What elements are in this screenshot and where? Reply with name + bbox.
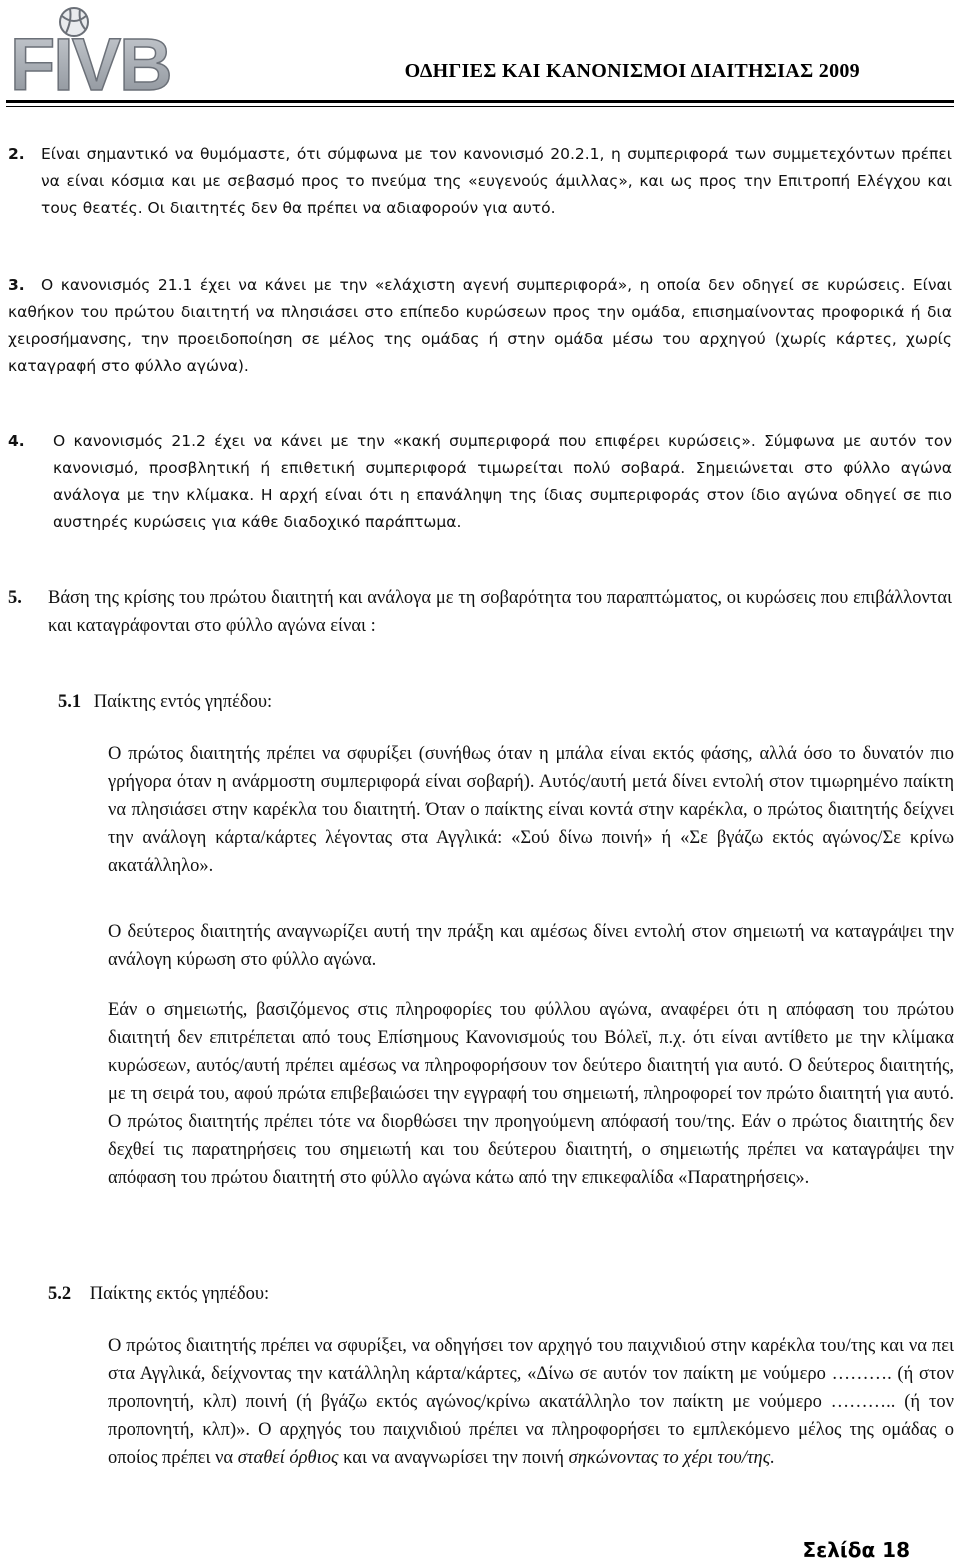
subsection-5-1-heading bbox=[58, 688, 658, 716]
header-rule bbox=[6, 100, 954, 103]
item-number: 2. bbox=[8, 145, 25, 163]
item-number: 4. bbox=[8, 432, 25, 450]
item-number: 5. bbox=[8, 588, 22, 608]
paragraph-text: Ο πρώτος διαιτητής πρέπει να σφυρίξει, να οδηγήσει τον αρχηγό του παιχνιδιού στην καρέκλα του/της και να πει στα Αγγλικά, δείχνοντας την κατάλληλη κάρτα/κάρτες, «Δίνω σε αυτόν τον παίκτη με νούμερο ………. (ή στον προπονητή, κλπ) ποινή (ή βγάζω εκτός αγώνος/κρίνω ακατάλληλο τον παίκτη με νούμερο ……….. (ή τον προπονητή, κλπ)». Ο αρχηγός του παιχνιδιού πρέπει να πληροφορήσει το εμπλεκόμενο μέλος της ομάδας ο οποίος πρέπει να bbox=[108, 1336, 954, 1468]
numbered-item-2 bbox=[8, 141, 952, 222]
subsection-5-2-heading bbox=[48, 1280, 648, 1308]
subsection-number: 5.2 bbox=[48, 1284, 72, 1304]
subsection-label: Παίκτης εκτός γηπέδου: bbox=[89, 1284, 270, 1304]
page-number: Σελίδα 18 bbox=[802, 1538, 910, 1562]
subsection-number: 5.1 bbox=[58, 692, 82, 712]
emphasis-text: σταθεί όρθιος bbox=[237, 1448, 339, 1468]
emphasis-text: σηκώνοντας το χέρι του/της. bbox=[568, 1448, 775, 1468]
item-text: Είναι σημαντικό να θυμόμαστε, ότι σύμφωνα με τον κανονισμό 20.2.1, η συμπεριφορά των συμμετεχόντων πρέπει να είναι κόσμια και με σεβασμό προς το πνεύμα της «ευγενούς άμιλλας», και ως προς την Επιτροπή Ελέγχου και τους θεατές. Οι διαιτητές δεν θα πρέπει να αδιαφορούν για αυτό. bbox=[41, 145, 952, 217]
numbered-item-4 bbox=[8, 428, 952, 536]
svg-text:FIVB: FIVB bbox=[10, 23, 171, 96]
fivb-logo bbox=[6, 4, 216, 96]
paragraph-text: και να αναγνωρίσει την ποινή bbox=[343, 1448, 564, 1468]
item-text: Βάση της κρίσης του πρώτου διαιτητή και ανάλογα με τη σοβαρότητα του παραπτώματος, οι κυρώσεις που επιβάλλονται και καταγράφονται στο φύλλο αγώνα είναι : bbox=[48, 588, 952, 636]
numbered-item-5 bbox=[8, 584, 952, 640]
subsection-label: Παίκτης εντός γηπέδου: bbox=[93, 692, 273, 712]
subsection-5-1-paragraph-1: Ο πρώτος διαιτητής πρέπει να σφυρίξει (συνήθως όταν η μπάλα είναι εκτός φάσης, αλλά όσο το δυνατόν πιο γρήγορα όταν η ανάρμοστη συμπεριφορά είναι σοβαρή). Αυτός/αυτή μετά δίνει εντολή στον τιμωρημένο παίκτη να πλησιάσει στην καρέκλα του διαιτητή. Όταν ο παίκτης είναι κοντά στην καρέκλα, ο πρώτος διαιτητής δείχνει την ανάλογη κάρτα/κάρτες λέγοντας στα Αγγλικά: «Σού δίνω ποινή» ή «Σε βγάζω εκτός αγώνος/Σε κρίνω ακατάλληλο». bbox=[108, 744, 954, 876]
subsection-5-1-paragraph-3: Εάν ο σημειωτής, βασιζόμενος στις πληροφορίες του φύλλου αγώνα, αναφέρει ότι η απόφαση του πρώτου διαιτητή δεν επιτρέπεται από τους Επίσημους Κανονισμούς του Βόλεϊ, π.χ. ότι είναι αντίθετο με την κλίμακα κυρώσεων, αυτός/αυτή πρέπει αμέσως να πληροφορήσουν τον δεύτερο διαιτητή για αυτό. Ο δεύτερος διαιτητής, με τη σειρά του, αφού πρώτα επιβεβαιώσει την εγγραφή του σημειωτή, πληροφορεί τον πρώτο διαιτητή για αυτό. Ο πρώτος διαιτητής πρέπει τότε να διορθώσει την προηγούμενη απόφασή του/της. Εάν ο πρώτος διαιτητής δεν δεχθεί τις παρατηρήσεις του σημειωτή και του δεύτερου διαιτητή, ο σημειωτής πρέπει να καταγράψει την απόφαση του πρώτου διαιτητή στο φύλλο αγώνα κάτω από την επικεφαλίδα «Παρατηρήσεις». bbox=[108, 1000, 954, 1188]
document-title: ΟΔΗΓΙΕΣ ΚΑΙ ΚΑΝΟΝΙΣΜΟΙ ΔΙΑΙΤΗΣΙΑΣ 2009 bbox=[404, 60, 860, 82]
page-header bbox=[0, 0, 960, 118]
item-text: Ο κανονισμός 21.2 έχει να κάνει με την «κακή συμπεριφορά που επιφέρει κυρώσεις». Σύμφωνα με αυτόν τον κανονισμό, προσβλητική ή επιθετική συμπεριφορά τιμωρείται πολύ σοβαρά. Σημειώνεται στο φύλλο αγώνα ανάλογα με την κλίμακα. Η αρχή είναι ότι η επανάληψη της ίδιας συμπεριφοράς στον ίδιο αγώνα οδηγεί σε πιο αυστηρές κυρώσεις για κάθε διαδοχικό παράπτωμα. bbox=[53, 432, 952, 531]
subsection-5-1-paragraph-2: Ο δεύτερος διαιτητής αναγνωρίζει αυτή την πράξη και αμέσως δίνει εντολή στον σημειωτή να καταγράψει την ανάλογη κύρωση στο φύλλο αγώνα. bbox=[108, 922, 954, 970]
item-number: 3. bbox=[8, 276, 25, 294]
header-rule-thin bbox=[6, 106, 954, 107]
numbered-item-3 bbox=[8, 272, 952, 380]
subsection-5-2-paragraph-1 bbox=[108, 1332, 954, 1472]
item-text: Ο κανονισμός 21.1 έχει να κάνει με την «ελάχιστη αγενή συμπεριφορά», η οποία δεν οδηγεί σε κυρώσεις. Είναι καθήκον του πρώτου διαιτητή να πλησιάσει στο επίπεδο κυρώσεων προς την ομάδα, επισημαίνοντας προφορικά ή δια χειροσήμανσης, την προειδοποίηση σε μέλος της ομάδας ή στην ομάδα μέσω του αρχηγού (χωρίς κάρτες, χωρίς καταγραφή στο φύλλο αγώνα). bbox=[8, 276, 952, 375]
